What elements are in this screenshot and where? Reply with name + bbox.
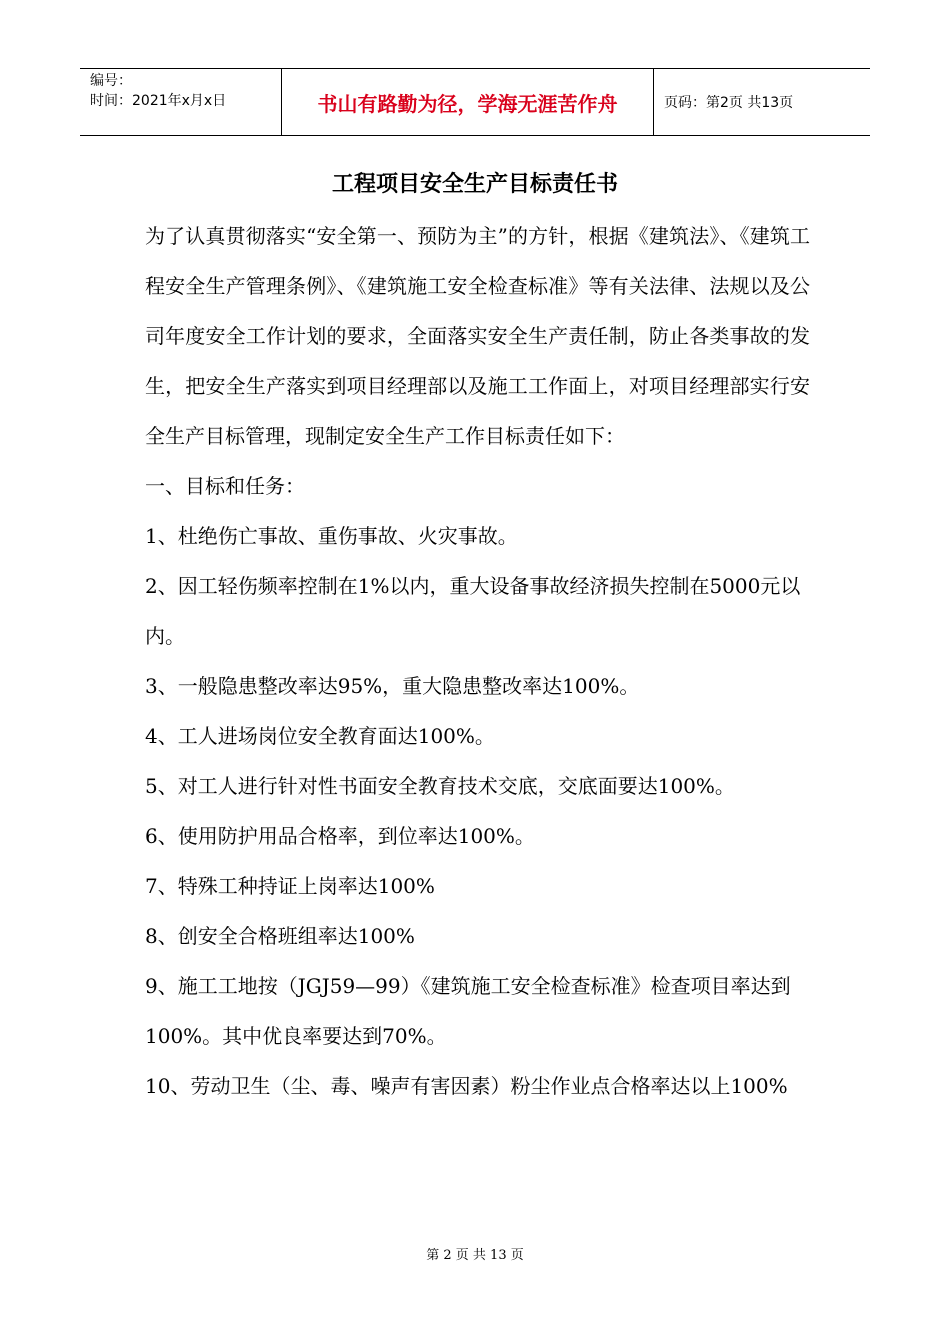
header-table xyxy=(80,68,870,136)
list-item: 3、一般隐患整改率达95%，重大隐患整改率达100%。 xyxy=(145,674,640,698)
section-heading: 一、目标和任务： xyxy=(145,474,305,498)
list-item: 9、施工工地按（JGJ59—99）《建筑施工安全检查标准》检查项目率达到100%。其中优良率要达到70%。 xyxy=(145,974,791,1048)
list-item: 6、使用防护用品合格率，到位率达100%。 xyxy=(145,824,535,848)
list-item: 1、杜绝伤亡事故、重伤事故、火灾事故。 xyxy=(145,524,518,548)
header-meta-cell xyxy=(80,69,282,135)
list-item: 8、创安全合格班组率达100% xyxy=(145,924,415,948)
document-number-label: 编号： xyxy=(90,73,132,89)
header-motto: 书山有路勤为径，学海无涯苦作舟 xyxy=(282,69,654,135)
page-footer: 第 2 页 共 13 页 xyxy=(426,1248,524,1263)
list-item: 7、特殊工种持证上岗率达100% xyxy=(145,874,435,898)
intro-paragraph: 为了认真贯彻落实“安全第一、预防为主”的方针，根据《建筑法》、《建筑工程安全生产管理条例》、《建筑施工安全检查标准》等有关法律、法规以及公司年度安全工作计划的要求，全面落实安全生产责任制，防止各类事故的发生，把安全生产落实到项目经理部以及施工工作面上，对项目经理部实行安全生产目标管理，现制定安全生产工作目标责任如下： xyxy=(145,224,810,448)
list-item: 2、因工轻伤频率控制在1%以内，重大设备事故经济损失控制在5000元以内。 xyxy=(145,574,801,648)
list-item: 4、工人进场岗位安全教育面达100%。 xyxy=(145,724,495,748)
list-item: 5、对工人进行针对性书面安全教育技术交底，交底面要达100%。 xyxy=(145,774,735,798)
list-item: 10、劳动卫生（尘、毒、噪声有害因素）粉尘作业点合格率达以上100% xyxy=(145,1074,788,1098)
header-page-info: 页码：第2页 共13页 xyxy=(664,95,794,111)
document-body xyxy=(145,211,810,1111)
document-time-label: 时间：2021年x月x日 xyxy=(90,93,227,109)
document-title: 工程项目安全生产目标责任书 xyxy=(331,172,618,197)
